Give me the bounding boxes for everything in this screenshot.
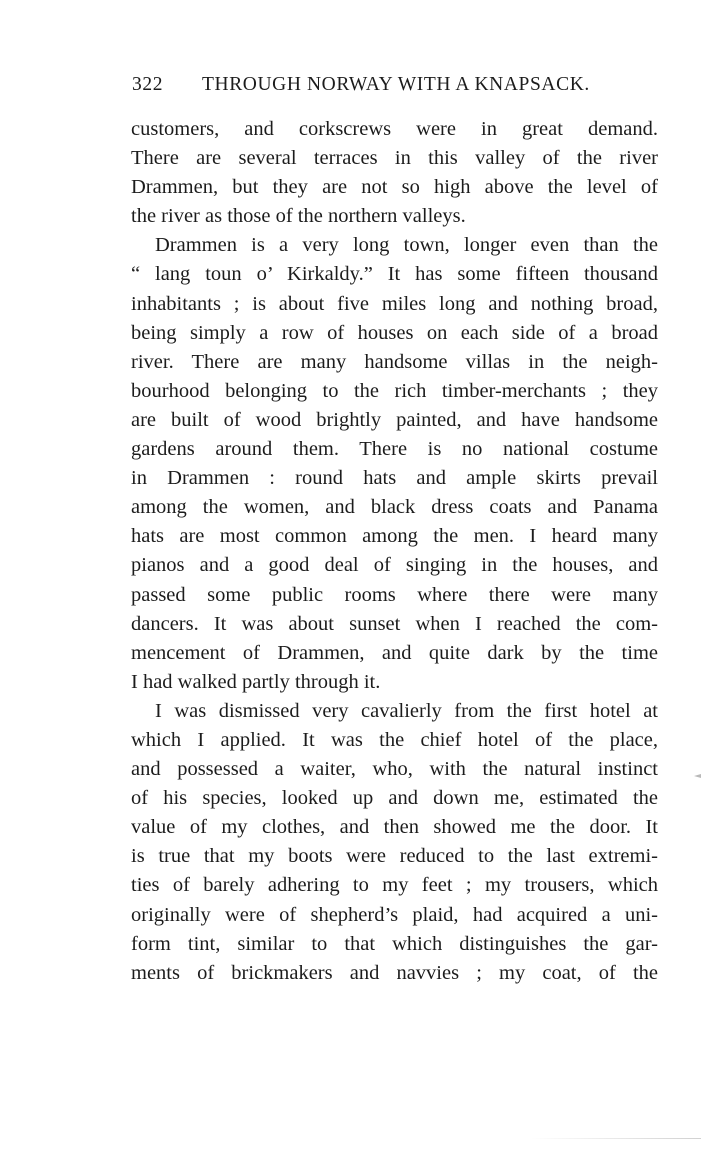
text-line: being simply a row of houses on each side of a broad <box>131 321 658 344</box>
text-line: form tint, similar to that which distinguishes the gar- <box>131 932 658 955</box>
running-title: THROUGH NORWAY WITH A KNAPSACK. <box>202 74 590 95</box>
scan-edge-mark <box>530 1138 701 1139</box>
text-line: Drammen is a very long town, longer even than the <box>155 234 658 257</box>
text-line: bourhood belonging to the rich timber-merchants ; they <box>131 379 658 402</box>
text-line: mencement of Drammen, and quite dark by the time <box>131 641 658 664</box>
text-line: in Drammen : round hats and ample skirts prevail <box>131 467 658 490</box>
text-line: pianos and a good deal of singing in the houses, and <box>131 554 658 577</box>
text-line: ments of brickmakers and navvies ; my coat, of the <box>131 961 658 984</box>
text-line: hats are most common among the men. I heard many <box>131 525 658 548</box>
text-line: river. There are many handsome villas in the neigh- <box>131 350 658 373</box>
text-line: customers, and corkscrews were in great demand. <box>131 118 658 140</box>
text-line: and possessed a waiter, who, with the natural instinct <box>131 758 658 781</box>
text-line: ties of barely adhering to my feet ; my trousers, which <box>131 874 658 897</box>
text-line: “ lang toun o’ Kirkaldy.” It has some fifteen thousand <box>131 263 658 286</box>
page-number: 322 <box>132 74 164 95</box>
text-line: inhabitants ; is about five miles long and nothing broad, <box>131 292 658 315</box>
text-line: is true that my boots were reduced to the last extremi- <box>131 845 658 868</box>
text-line: the river as those of the northern valleys. <box>131 205 466 228</box>
text-line: There are several terraces in this valley of the river <box>131 147 658 170</box>
text-line: gardens around them. There is no national costume <box>131 438 658 461</box>
text-line: which I applied. It was the chief hotel of the place, <box>131 728 658 751</box>
text-line: among the women, and black dress coats and Panama <box>131 496 658 519</box>
text-line: are built of wood brightly painted, and have handsome <box>131 408 658 431</box>
text-line: I had walked partly through it. <box>131 670 381 693</box>
body-text <box>131 115 658 988</box>
text-line: Drammen, but they are not so high above the level of <box>131 176 658 199</box>
text-line: passed some public rooms where there were many <box>131 583 658 606</box>
text-line: dancers. It was about sunset when I reached the com- <box>131 612 658 635</box>
text-line: value of my clothes, and then showed me the door. It <box>131 816 658 839</box>
running-head <box>132 74 602 100</box>
text-line: of his species, looked up and down me, estimated the <box>131 787 658 810</box>
text-line: originally were of shepherd’s plaid, had acquired a uni- <box>131 903 658 926</box>
scan-speck <box>693 773 701 779</box>
text-line: I was dismissed very cavalierly from the first hotel at <box>155 699 658 722</box>
